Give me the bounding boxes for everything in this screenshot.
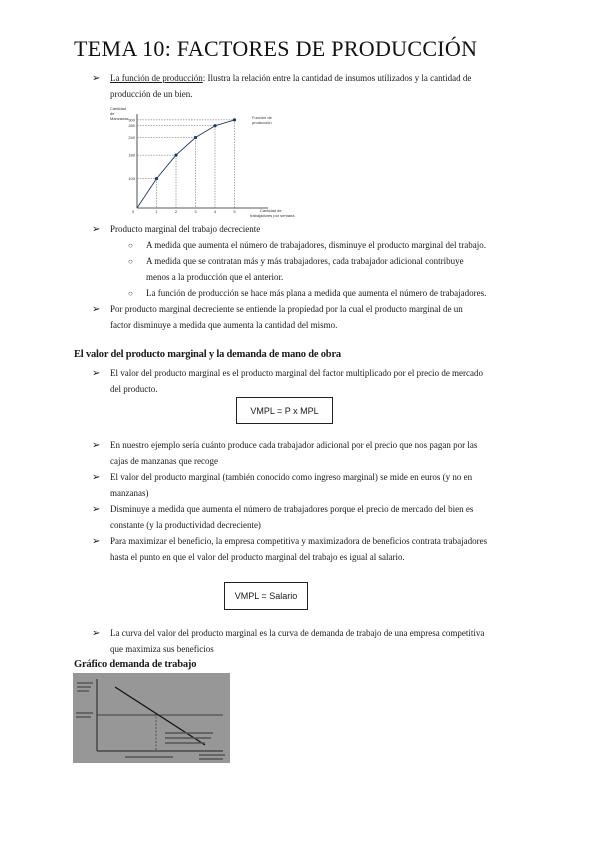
section2-paragraph1 — [110, 366, 540, 397]
chart-point — [194, 136, 197, 139]
chart-y-tick-label: 300 — [128, 117, 135, 123]
section2-b3-line1: Disminuye a medida que aumenta el número de trabajadores porque el precio de mercado del bien es — [110, 504, 474, 514]
marginal-def-line1: Por producto marginal decreciente se entiende la propiedad por la cual el producto marginal de un — [110, 304, 463, 314]
arrow-bullet-icon: ➢ — [92, 472, 101, 483]
chart-curve-label-line2: producción — [252, 120, 272, 125]
chart-x-tick-label: 3 — [194, 209, 197, 214]
section2-b2-line1: El valor del producto marginal (también conocido como ingreso marginal) se mide en euros (y no en — [110, 472, 473, 482]
chart-y-tick-label: 100 — [128, 176, 135, 182]
chart-curve-label-line1: Función de — [252, 115, 272, 120]
chart-origin-label: 0 — [132, 209, 135, 214]
intro-text-line2: producción de un bien. — [110, 88, 193, 99]
arrow-bullet-icon: ➢ — [92, 440, 101, 451]
section2-bullet5 — [110, 626, 550, 657]
section2-b5-line1: La curva del valor del producto marginal es la curva de demanda de trabajo de una empresa competitiva — [110, 628, 485, 638]
marginal-def-line2: factor disminuye a medida que aumenta la cantidad del mismo. — [110, 319, 338, 330]
section2-heading: El valor del producto marginal y la demanda de mano de obra — [74, 349, 341, 360]
formula-salario-box: VMPL = Salario — [224, 582, 308, 610]
marginal-sub2-line1: A medida que se contratan más y más trabajadores, cada trabajador adicional contribuye — [146, 256, 464, 266]
section2-bullet2 — [110, 470, 540, 501]
marginal-sub3: La función de producción se hace más plana a medida que aumenta el número de trabajadores. — [146, 288, 487, 298]
section2-b3-line2: constante (y la productividad decreciente) — [110, 519, 261, 530]
intro-text-line1: : Ilustra la relación entre la cantidad de insumos utilizados y la cantidad de — [202, 73, 472, 83]
chart-x-tick-label: 2 — [174, 209, 178, 214]
chart-point — [174, 154, 177, 157]
chart-ylabel-line3: Manzanas — [110, 116, 129, 121]
arrow-bullet-icon: ➢ — [92, 536, 101, 547]
section2-b2-line2: manzanas) — [110, 487, 149, 498]
arrow-bullet-icon: ➢ — [92, 73, 101, 84]
arrow-bullet-icon: ➢ — [92, 368, 101, 379]
chart-point — [155, 177, 158, 180]
circle-bullet-icon: ○ — [128, 289, 133, 298]
arrow-bullet-icon: ➢ — [92, 224, 101, 235]
chart-x-tick-label: 1 — [155, 209, 158, 214]
marginal-sub1: A medida que aumenta el número de trabajadores, disminuye el producto marginal del trabajo. — [146, 240, 486, 250]
section2-b4-line2: hasta el punto en que el valor del producto marginal del trabajo es igual al salario. — [110, 551, 405, 562]
chart-point — [213, 124, 216, 127]
chart-ylabel-line1: Cantidad — [110, 106, 127, 111]
chart-xlabel-line2: trabajadores por semana — [250, 213, 295, 218]
arrow-bullet-icon: ➢ — [92, 304, 101, 315]
marginal-sub2 — [146, 254, 546, 285]
circle-bullet-icon: ○ — [128, 241, 133, 250]
formula-vmpl-box: VMPL = P x MPL — [236, 397, 333, 424]
section2-b4-line1: Para maximizar el beneficio, la empresa competitiva y maximizadora de beneficios contrata trabajadores — [110, 536, 488, 546]
chart-x-tick-label: 5 — [233, 209, 236, 214]
arrow-bullet-icon: ➢ — [92, 628, 101, 639]
circle-bullet-icon: ○ — [128, 257, 133, 266]
section3-heading: Gráfico demanda de trabajo — [74, 659, 197, 670]
section2-bullet1 — [110, 438, 540, 469]
production-curve — [137, 120, 235, 208]
marginal-heading: Producto marginal del trabajo decreciente — [110, 224, 261, 234]
intro-paragraph — [110, 71, 530, 102]
chart-xlabel-line1: Cantidad de — [260, 208, 282, 213]
marginal-definition — [110, 302, 540, 333]
section2-bullet4 — [110, 534, 550, 565]
section2-p1-line1: El valor del producto marginal es el producto marginal del factor multiplicado por el precio de mercado — [110, 368, 484, 378]
section2-b1-line1: En nuestro ejemplo sería cuánto produce cada trabajador adicional por el precio que nos pagan por las — [110, 440, 478, 450]
chart-ylabel-line2: de — [110, 111, 115, 116]
chart-y-tick-label: 240 — [128, 134, 135, 140]
page-title: TEMA 10: FACTORES DE PRODUCCIÓN — [74, 36, 478, 61]
chart-point — [233, 118, 236, 121]
marginal-sub2-line2: menos a la producción que el anterior. — [146, 271, 284, 282]
production-function-chart — [100, 102, 300, 220]
chart-y-tick-label: 280 — [128, 123, 135, 129]
arrow-bullet-icon: ➢ — [92, 504, 101, 515]
chart-y-tick-label: 180 — [128, 152, 135, 158]
section2-p1-line2: del producto. — [110, 383, 158, 394]
intro-term: La función de producción — [110, 73, 203, 83]
section2-b5-line2: que maximiza sus beneficios — [110, 643, 214, 654]
labour-demand-graph-image — [73, 673, 230, 763]
chart-x-tick-label: 4 — [213, 209, 217, 214]
section2-b1-line2: cajas de manzanas que recoge — [110, 455, 218, 466]
section2-bullet3 — [110, 502, 540, 533]
